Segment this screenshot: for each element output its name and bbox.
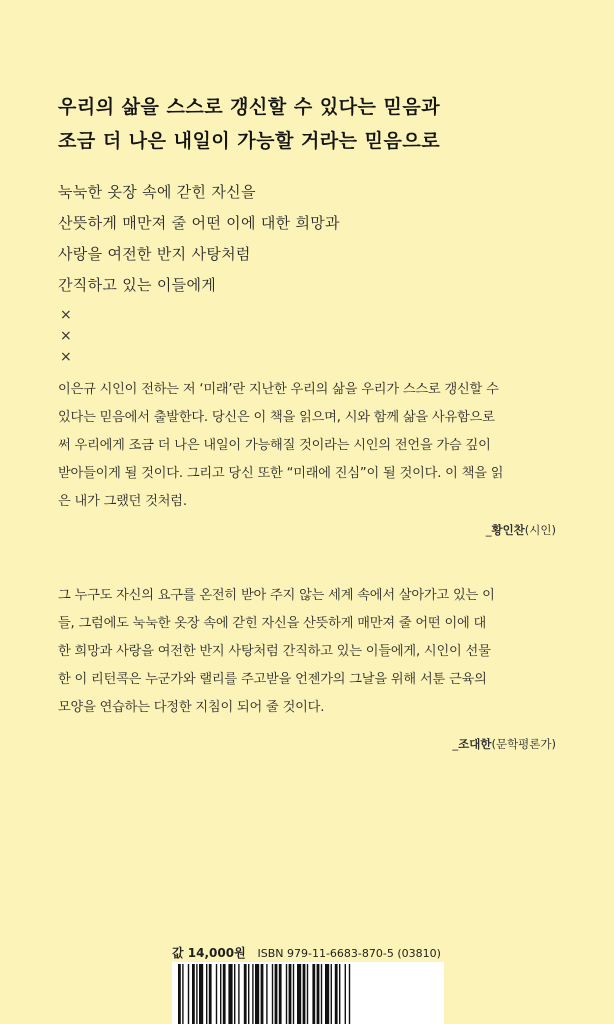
barcode-bar xyxy=(261,964,264,1024)
price-isbn-row xyxy=(172,944,441,961)
barcode-bar xyxy=(196,964,197,1024)
barcode-bar xyxy=(321,964,322,1024)
barcode-bar xyxy=(312,964,315,1024)
reviewer-role: (시인) xyxy=(524,523,556,537)
review-attribution xyxy=(486,522,556,538)
barcode-bar xyxy=(199,964,203,1024)
barcode-bar xyxy=(238,964,239,1024)
barcode-bar xyxy=(339,964,340,1024)
barcode-bar xyxy=(286,964,287,1024)
headline-line: 조금 더 나은 내일이 가능할 거라는 믿음으로 xyxy=(58,130,441,152)
barcode-bar xyxy=(206,964,207,1024)
attribution-prefix: _ xyxy=(452,737,459,751)
review-line: 그 누구도 자신의 요구를 온전히 받아 주지 않는 세계 속에서 살아가고 있는 이 xyxy=(58,588,495,603)
barcode-bar xyxy=(248,964,249,1024)
review-line: 받아들이게 될 것이다. 그리고 당신 또한 “미래에 진심”이 될 것이다. 이 책을 읽 xyxy=(58,466,504,481)
headline xyxy=(58,90,558,158)
reviewer-name: 조대한 xyxy=(458,737,492,751)
barcode-bar xyxy=(272,964,273,1024)
barcode-bar xyxy=(325,964,329,1024)
review-line: 모양을 연습하는 다정한 지침이 되어 줄 것이다. xyxy=(58,700,325,715)
barcode-bar xyxy=(349,964,350,1024)
barcode-bar xyxy=(255,964,259,1024)
barcode-bar xyxy=(335,964,338,1024)
separator-mark: × xyxy=(60,328,72,344)
review-line: 있다는 믿음에서 출발한다. 당신은 이 책을 읽으며, 시와 함께 삶을 사유함으로 xyxy=(58,410,495,425)
poem-line: 산뜻하게 매만져 줄 어떤 이에 대한 희망과 xyxy=(58,214,340,232)
review-paragraph xyxy=(58,376,558,516)
review-line: 은 내가 그랬던 것처럼. xyxy=(58,494,187,509)
barcode-bar xyxy=(178,964,181,1024)
barcode-bar xyxy=(188,964,189,1024)
barcode-bar xyxy=(331,964,332,1024)
isbn-label: ISBN 979-11-6683-870-5 (03810) xyxy=(257,947,441,960)
review-line: 이은규 시인이 전하는 저 ‘미래’란 지난한 우리의 삶을 우리가 스스로 갱신할 수 xyxy=(58,382,499,397)
review-paragraph xyxy=(58,582,558,722)
review-attribution xyxy=(452,736,556,752)
barcode-bar xyxy=(289,964,292,1024)
barcode-graphic xyxy=(172,962,444,1024)
reviewer-name: 황인찬 xyxy=(491,523,525,537)
review-line: 써 우리에게 조금 더 나은 내일이 가능해질 것이라는 시인의 전언을 가슴 깊이 xyxy=(58,438,491,453)
barcode-bar xyxy=(244,964,247,1024)
review-line: 한 희망과 사랑을 여전한 반지 사탕처럼 간직하고 있는 이들에게, 시인이 선물 xyxy=(58,644,491,659)
price-label: 값 14,000원 xyxy=(172,946,246,960)
poem-line: 눅눅한 옷장 속에 갇힌 자신을 xyxy=(58,183,256,201)
barcode-bar xyxy=(279,964,282,1024)
barcode-bar xyxy=(307,964,308,1024)
section-separator xyxy=(60,305,72,368)
barcode-bar xyxy=(297,964,301,1024)
barcode-bar xyxy=(220,964,221,1024)
barcode-bar xyxy=(234,964,235,1024)
barcode-bar xyxy=(228,964,232,1024)
barcode-bar xyxy=(209,964,212,1024)
review-line: 한 이 리턴콕은 누군가와 랠리를 주고받을 언젠가의 그날을 위해 서툰 근육의 xyxy=(58,672,487,687)
headline-line: 우리의 삶을 스스로 갱신할 수 있다는 믿음과 xyxy=(58,96,441,118)
separator-mark: × xyxy=(60,307,72,323)
barcode-bar xyxy=(182,964,183,1024)
barcode-bar xyxy=(192,964,195,1024)
barcode-bar xyxy=(223,964,226,1024)
barcode-bar xyxy=(266,964,267,1024)
barcode-bar xyxy=(216,964,217,1024)
barcode-bar xyxy=(293,964,294,1024)
separator-mark: × xyxy=(60,349,72,365)
barcode xyxy=(172,962,444,1024)
review-line: 들, 그럼에도 눅눅한 옷장 속에 갇힌 자신을 산뜻하게 매만져 줄 어떤 이에 대 xyxy=(58,616,487,631)
barcode-bar xyxy=(252,964,253,1024)
poem-line: 사랑을 여전한 반지 사탕처럼 xyxy=(58,245,251,263)
attribution-prefix: _ xyxy=(485,523,492,537)
barcode-bar xyxy=(345,964,346,1024)
poem-excerpt xyxy=(58,177,558,301)
barcode-bar xyxy=(303,964,306,1024)
reviewer-role: (문학평론가) xyxy=(491,737,556,751)
barcode-bar xyxy=(275,964,278,1024)
barcode-bar xyxy=(317,964,320,1024)
poem-line: 간직하고 있는 이들에게 xyxy=(58,276,217,294)
